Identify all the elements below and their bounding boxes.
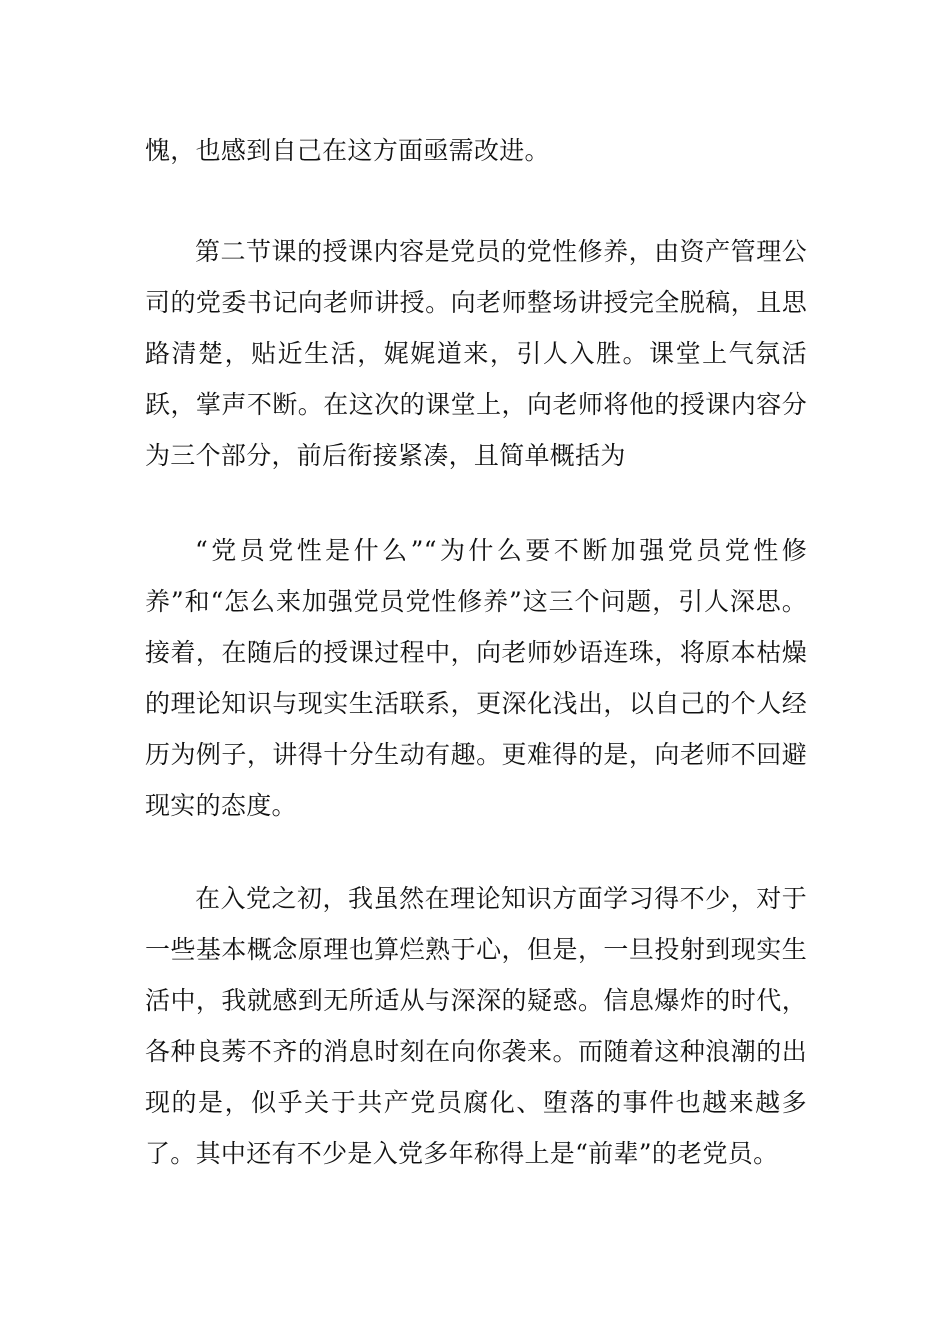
paragraph-joining-party: 在入党之初，我虽然在理论知识方面学习得不少，对于一些基本概念原理也算烂熟于心，但是，一旦投射到现实生活中，我就感到无所适从与深深的疑惑。信息爆炸的时代，各种良莠不齐的消息时刻在向你袭来。而随着这种浪潮的出现的是，似乎关于共产党员腐化、堕落的事件也越来越多了。其中还有不少是入党多年称得上是“前辈”的老党员。	[145, 884, 807, 1168]
paragraph-party-spirit-questions: “党员党性是什么”“为什么要不断加强党员党性修养”和“怎么来加强党员党性修养”这三个问题，引人深思。接着，在随后的授课过程中，向老师妙语连珠，将原本枯燥的理论知识与现实生活联系，更深化浅出，以自己的个人经历为例子，讲得十分生动有趣。更难得的是，向老师不回避现实的态度。	[145, 536, 807, 820]
paragraph-second-lesson: 第二节课的授课内容是党员的党性修养，由资产管理公司的党委书记向老师讲授。向老师整场讲授完全脱稿，且思路清楚，贴近生活，娓娓道来，引人入胜。课堂上气氛活跃，掌声不断。在这次的课堂上，向老师将他的授课内容分为三个部分，前后衔接紧凑，且简单概括为	[145, 237, 807, 470]
paragraph-continuation: 愧，也感到自己在这方面亟需改进。	[145, 136, 550, 165]
